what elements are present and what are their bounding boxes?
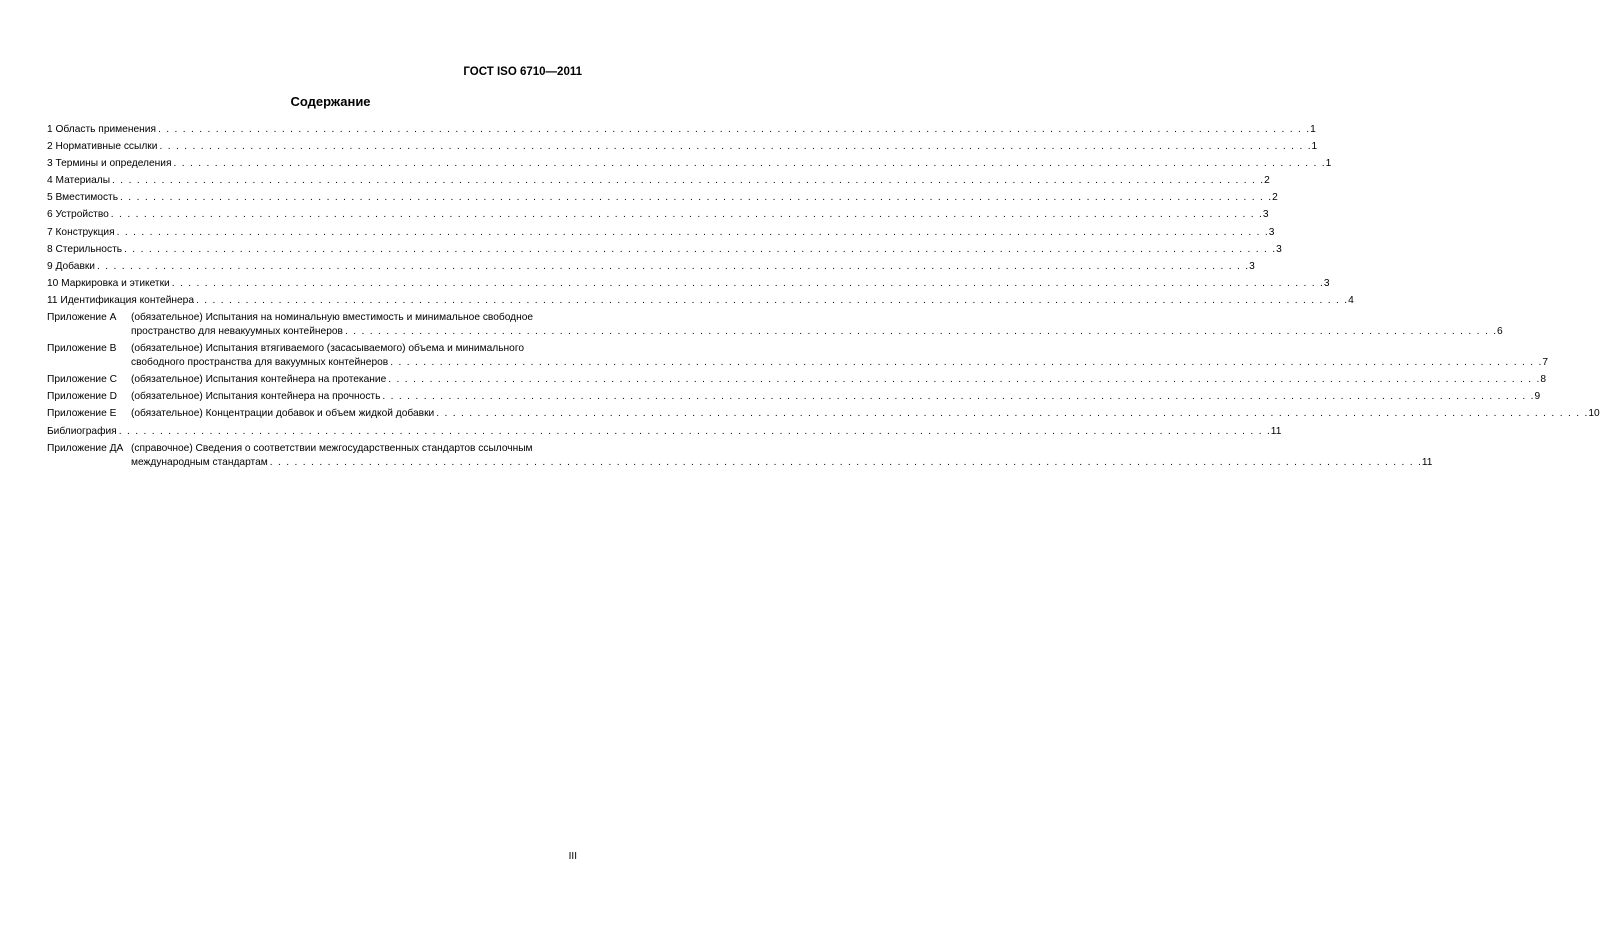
table-of-contents xyxy=(47,123,1600,473)
toc-title: Содержание xyxy=(290,94,371,109)
toc-entry-label: 8 Стерильность xyxy=(47,243,123,255)
toc-entry[interactable] xyxy=(47,208,1269,222)
toc-entry[interactable] xyxy=(47,243,1282,257)
annex-label: Приложение ДА xyxy=(47,442,124,454)
leader-dots xyxy=(117,226,1268,240)
toc-entry[interactable] xyxy=(47,157,1332,171)
toc-entry-page: 9 xyxy=(1534,391,1541,403)
toc-entry[interactable] xyxy=(47,226,1275,240)
annex-label: Приложение А xyxy=(47,312,117,324)
toc-entry-label: 2 Нормативные ссылки xyxy=(47,141,158,153)
annex-title-line1: (обязательное) Испытания втягиваемого (засасываемого) объема и минимального xyxy=(131,343,524,355)
toc-entry[interactable] xyxy=(47,174,1270,188)
leader-dots xyxy=(120,191,1271,205)
leader-dots xyxy=(173,157,1324,171)
annex-label: Приложение С xyxy=(47,374,117,386)
leader-dots xyxy=(270,456,1421,470)
toc-entry-page: 1 xyxy=(1325,158,1332,170)
toc-annex-entry[interactable] xyxy=(47,311,1503,339)
toc-entry-page: 1 xyxy=(1311,141,1318,153)
leader-dots xyxy=(111,208,1262,222)
toc-entry[interactable] xyxy=(47,260,1255,274)
toc-entry-bibliography[interactable] xyxy=(47,425,1282,439)
toc-entry-label: 1 Область применения xyxy=(47,124,156,135)
toc-entry[interactable] xyxy=(47,140,1318,154)
toc-entry-page: 3 xyxy=(1262,209,1269,221)
leader-dots xyxy=(196,294,1347,308)
annex-title-line1: (справочное) Сведения о соответствии межгосударственных стандартов ссылочным xyxy=(131,442,533,454)
annex-label: Приложение D xyxy=(47,391,117,403)
leader-dots xyxy=(112,174,1263,188)
toc-annex-entry[interactable] xyxy=(47,342,1548,370)
leader-dots xyxy=(119,425,1270,439)
toc-entry-label: 7 Конструкция xyxy=(47,226,115,238)
toc-entry[interactable] xyxy=(47,277,1330,291)
toc-entry[interactable] xyxy=(47,123,1316,137)
toc-annex-entry[interactable] xyxy=(47,442,1433,470)
annex-title: (обязательное) Испытания контейнера на протекание xyxy=(131,374,387,386)
annex-title-line1: (обязательное) Испытания на номинальную вместимость и минимальное свободное xyxy=(131,312,534,324)
annex-title-line2: свободного пространства для вакуумных контейнеров xyxy=(131,357,389,369)
annex-label: Приложение Е xyxy=(47,408,117,420)
toc-entry-label: 9 Добавки xyxy=(47,260,96,272)
leader-dots xyxy=(172,277,1323,291)
toc-entry-page: 3 xyxy=(1323,277,1330,289)
annex-title-line2: международным стандартам xyxy=(131,456,268,468)
toc-entry-label: 11 Идентификация контейнера xyxy=(47,294,195,306)
leader-dots xyxy=(388,373,1539,387)
toc-entry-label: 4 Материалы xyxy=(47,175,111,187)
toc-entry-page: 6 xyxy=(1497,326,1503,338)
toc-annex-entry[interactable] xyxy=(47,390,1541,404)
toc-entry-page: 11 xyxy=(1270,425,1282,437)
leader-dots xyxy=(436,407,1587,421)
toc-entry-page: 2 xyxy=(1272,192,1278,204)
toc-entry-page: 4 xyxy=(1348,294,1354,306)
leader-dots xyxy=(390,356,1541,370)
toc-entry-page: 11 xyxy=(1421,456,1433,468)
page-number: III xyxy=(568,851,577,862)
toc-entry-page: 3 xyxy=(1268,226,1275,238)
toc-entry-page: 3 xyxy=(1276,243,1282,255)
toc-entry-label: 3 Термины и определения xyxy=(47,158,172,170)
toc-entry-label: Библиография xyxy=(47,425,117,437)
toc-entry-page: 3 xyxy=(1249,260,1255,272)
header-doc-code: ГОСТ ISO 6710—2011 xyxy=(463,66,582,78)
toc-annex-entry[interactable] xyxy=(47,407,1600,421)
annex-title: (обязательное) Испытания контейнера на прочность xyxy=(131,391,381,403)
toc-entry[interactable] xyxy=(47,294,1354,308)
toc-entry-label: 5 Вместимость xyxy=(47,192,119,204)
toc-entry[interactable] xyxy=(47,191,1278,205)
toc-entry-label: 10 Маркировка и этикетки xyxy=(47,277,170,289)
annex-label: Приложение В xyxy=(47,343,117,355)
leader-dots xyxy=(124,243,1275,257)
toc-entry-page: 7 xyxy=(1542,357,1548,369)
toc-entry-label: 6 Устройство xyxy=(47,209,109,221)
leader-dots xyxy=(97,260,1248,274)
leader-dots xyxy=(382,390,1533,404)
toc-entry-page: 2 xyxy=(1264,175,1270,187)
toc-annex-entry[interactable] xyxy=(47,373,1547,387)
toc-entry-page: 10 xyxy=(1588,408,1600,420)
toc-entry-page: 1 xyxy=(1310,124,1316,135)
leader-dots xyxy=(159,140,1310,154)
annex-title: (обязательное) Концентрации добавок и объем жидкой добавки xyxy=(131,408,435,420)
leader-dots xyxy=(158,123,1309,137)
annex-title-line2: пространство для невакуумных контейнеров xyxy=(131,326,343,338)
toc-entry-page: 8 xyxy=(1540,374,1547,386)
leader-dots xyxy=(345,325,1496,339)
